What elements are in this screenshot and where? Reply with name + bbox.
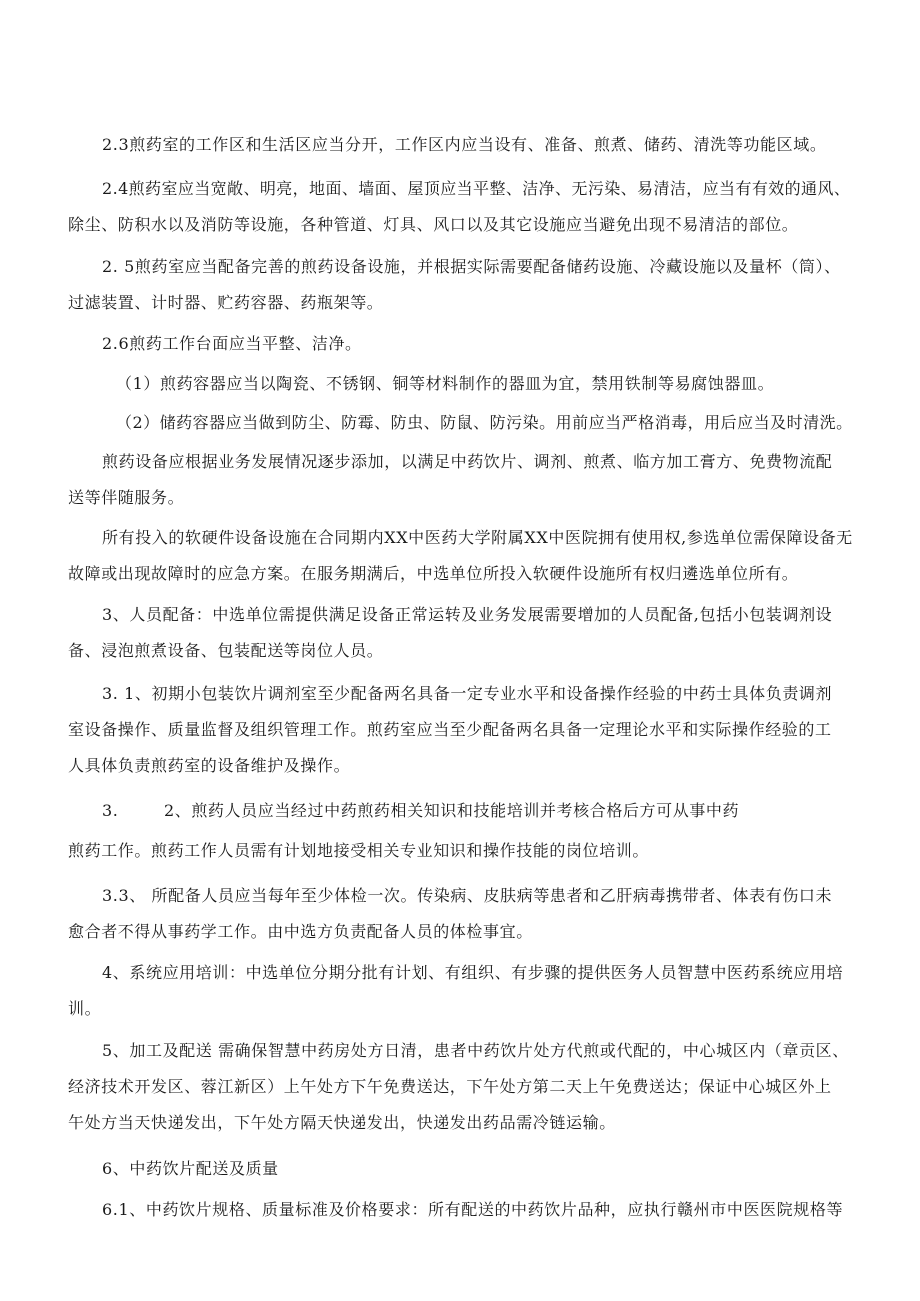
paragraph-2-5	[68, 249, 854, 321]
text-line: （1）煎药容器应当以陶瓷、不锈钢、铜等材料制作的器皿为宜，禁用铁制等易腐蚀器皿。	[116, 374, 775, 393]
text-line: 备、浸泡煎煮设备、包装配送等岗位人员。	[68, 641, 384, 660]
paragraph-2-4	[68, 171, 854, 243]
paragraph-equipment	[68, 444, 854, 516]
text-line: 人具体负责煎药室的设备维护及操作。	[68, 756, 351, 775]
paragraph-6-1	[68, 1192, 854, 1228]
text-line: 室设备操作、质量监督及组织管理工作。煎药室应当至少配备两名具备一定理论水平和实际操作经验的工	[68, 720, 832, 739]
text-line: 2.3煎药室的工作区和生活区应当分开，工作区内应当设有、准备、煎煮、储药、清洗等功能区域。	[102, 135, 827, 154]
text-line: 除尘、防积水以及消防等设施，各种管道、灯具、风口以及其它设施应当避免出现不易清洁的部位。	[68, 215, 799, 234]
text-line: 2. 5煎药室应当配备完善的煎药设备设施，并根据实际需要配备储药设施、冷藏设施以及量杯（筒）、	[102, 257, 841, 276]
text-line: 2.6煎药工作台面应当平整、洁净。	[102, 334, 362, 353]
text-line: 2.4煎药室应当宽敞、明亮，地面、墙面、屋顶应当平整、洁净、无污染、易清洁，应当有有效的通风、	[102, 179, 851, 198]
text-line: 经济技术开发区、蓉江新区）上午处方下午免费送达，下午处方第二天上午免费送达；保证中心城区外上	[68, 1077, 832, 1096]
text-line: 5、加工及配送 需确保智慧中药房处方日清，患者中药饮片处方代煎或代配的，中心城区内（章贡区、	[102, 1041, 849, 1060]
paragraph-5	[68, 1033, 854, 1141]
text-line: 煎药工作。煎药工作人员需有计划地接受相关专业知识和操作技能的岗位培训。	[68, 841, 650, 860]
text-line: 送等伴随服务。	[68, 488, 185, 507]
text-line: 训。	[68, 999, 102, 1018]
paragraph-3-3	[68, 878, 854, 950]
text-line: 3、人员配备：中选单位需提供满足设备正常运转及业务发展需要增加的人员配备,包括小包装调剂设	[102, 605, 833, 624]
paragraph-4	[68, 955, 854, 1027]
paragraph-2-6	[68, 326, 854, 362]
paragraph-2-6-2	[68, 405, 854, 441]
text-line: 故障或出现故障时的应急方案。在服务期满后，中选单位所投入软硬件设施所有权归遴选单位所有。	[68, 564, 799, 583]
text-line: 3. 2、煎药人员应当经过中药煎药相关知识和技能培训并考核合格后方可从事中药	[102, 801, 740, 820]
paragraph-2-3	[68, 127, 854, 163]
text-line: 煎药设备应根据业务发展情况逐步添加，以满足中药饮片、调剂、煎煮、临方加工膏方、免费物流配	[102, 452, 833, 471]
text-line: 6、中药饮片配送及质量	[102, 1159, 279, 1178]
text-line: 午处方当天快递发出，下午处方隔天快递发出，快递发出药品需冷链运输。	[68, 1113, 616, 1132]
paragraph-2-6-1	[68, 366, 854, 402]
text-line: 愈合者不得从事药学工作。由中选方负责配备人员的体检事宜。	[68, 922, 533, 941]
text-line: 6.1、中药饮片规格、质量标准及价格要求：所有配送的中药饮片品种，应执行赣州市中医医院规格等	[102, 1200, 844, 1219]
text-line: 所有投入的软硬件设备设施在合同期内XX中医药大学附属XX中医院拥有使用权,参选单位需保障设备无	[102, 528, 853, 547]
text-line: 过滤装置、计时器、贮药容器、药瓶架等。	[68, 293, 384, 312]
paragraph-ownership	[68, 520, 854, 592]
text-line: 4、系统应用培训：中选单位分期分批有计划、有组织、有步骤的提供医务人员智慧中医药系统应用培	[102, 963, 844, 982]
paragraph-3	[68, 597, 854, 669]
text-line: 3.3、 所配备人员应当每年至少体检一次。传染病、皮肤病等患者和乙肝病毒携带者、体表有伤口未	[102, 886, 833, 905]
paragraph-6	[68, 1151, 854, 1187]
text-line: （2）储药容器应当做到防尘、防霉、防虫、防鼠、防污染。用前应当严格消毒，用后应当及时清洗。	[116, 413, 853, 432]
paragraph-3-2	[68, 793, 854, 869]
paragraph-3-1	[68, 676, 854, 784]
text-line: 3. 1、初期小包装饮片调剂室至少配备两名具备一定专业水平和设备操作经验的中药士具体负责调剂	[102, 684, 833, 703]
